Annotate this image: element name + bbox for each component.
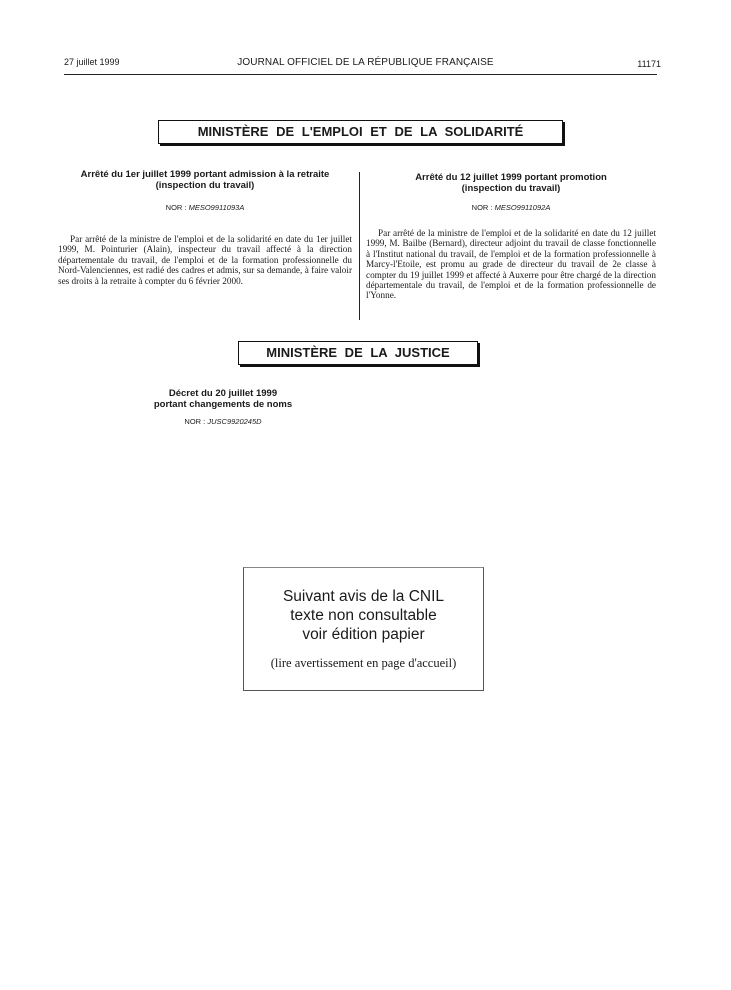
decree-title — [98, 388, 348, 410]
article-paragraph: Par arrêté de la ministre de l'emploi et de la solidarité en date du 1er juillet 1999, M. Pointurier (Alain), inspecteur du travail affecté à la direction départementale du travail, de l'emploi et de la formation professionnelle du Nord-Valenciennes, est radié des cadres et admis, sur sa demande, à faire valoir ses droits à la retraite à compter du 6 février 2000. — [58, 234, 352, 286]
nor-code: MESO9911092A — [494, 203, 551, 212]
ministry-heading-justice: MINISTÈRE DE LA JUSTICE — [238, 341, 478, 365]
nor-label: NOR : — [471, 203, 493, 212]
ministry-heading-emploi: MINISTÈRE DE L'EMPLOI ET DE LA SOLIDARITÉ — [158, 120, 563, 144]
nor-reference — [366, 203, 656, 212]
article-title-line: Arrêté du 1er juillet 1999 portant admission à la retraite — [80, 169, 330, 180]
article-title-retraite — [58, 169, 352, 191]
article-body-promotion — [366, 228, 656, 301]
article-subtitle: (inspection du travail) — [461, 183, 561, 194]
article-subtitle: (inspection du travail) — [155, 180, 255, 191]
column-divider — [359, 172, 360, 320]
page-number: 11171 — [637, 59, 661, 69]
cnil-notice-line: texte non consultable — [290, 607, 437, 624]
cnil-notice-note: (lire avertissement en page d'accueil) — [270, 656, 457, 670]
nor-reference — [98, 417, 348, 426]
nor-label: NOR : — [165, 203, 187, 212]
nor-label: NOR : — [184, 417, 206, 426]
cnil-notice-line: Suivant avis de la CNIL — [282, 588, 445, 605]
article-body-retraite — [58, 234, 352, 286]
header-rule — [64, 74, 657, 75]
nor-code: MESO9911093A — [188, 203, 245, 212]
nor-code: JUSC9920245D — [207, 417, 262, 426]
cnil-notice-box — [243, 567, 484, 691]
article-title-line: Décret du 20 juillet 1999 — [168, 388, 278, 399]
journal-title: JOURNAL OFFICIEL DE LA RÉPUBLIQUE FRANÇAISE — [237, 57, 494, 68]
article-paragraph: Par arrêté de la ministre de l'emploi et de la solidarité en date du 12 juillet 1999, M. Bailbe (Bernard), directeur adjoint du travail de classe fonctionnelle à l'Institut national du travail, de l'emploi et de la formation professionnelle à Marcy-l'Etoile, est promu au grade de directeur du travail de 2e classe à compter du 19 juillet 1999 et affecté à Auxerre pour être chargé de la direction départementale du travail, de l'emploi et de la formation professionnelle de l'Yonne. — [366, 228, 656, 301]
article-subtitle: portant changements de noms — [153, 399, 293, 410]
header-date: 27 juillet 1999 — [64, 57, 120, 67]
cnil-notice-line: voir édition papier — [302, 626, 425, 643]
article-title-promotion — [366, 172, 656, 194]
nor-reference — [58, 203, 352, 212]
article-title-line: Arrêté du 12 juillet 1999 portant promotion — [415, 172, 607, 183]
